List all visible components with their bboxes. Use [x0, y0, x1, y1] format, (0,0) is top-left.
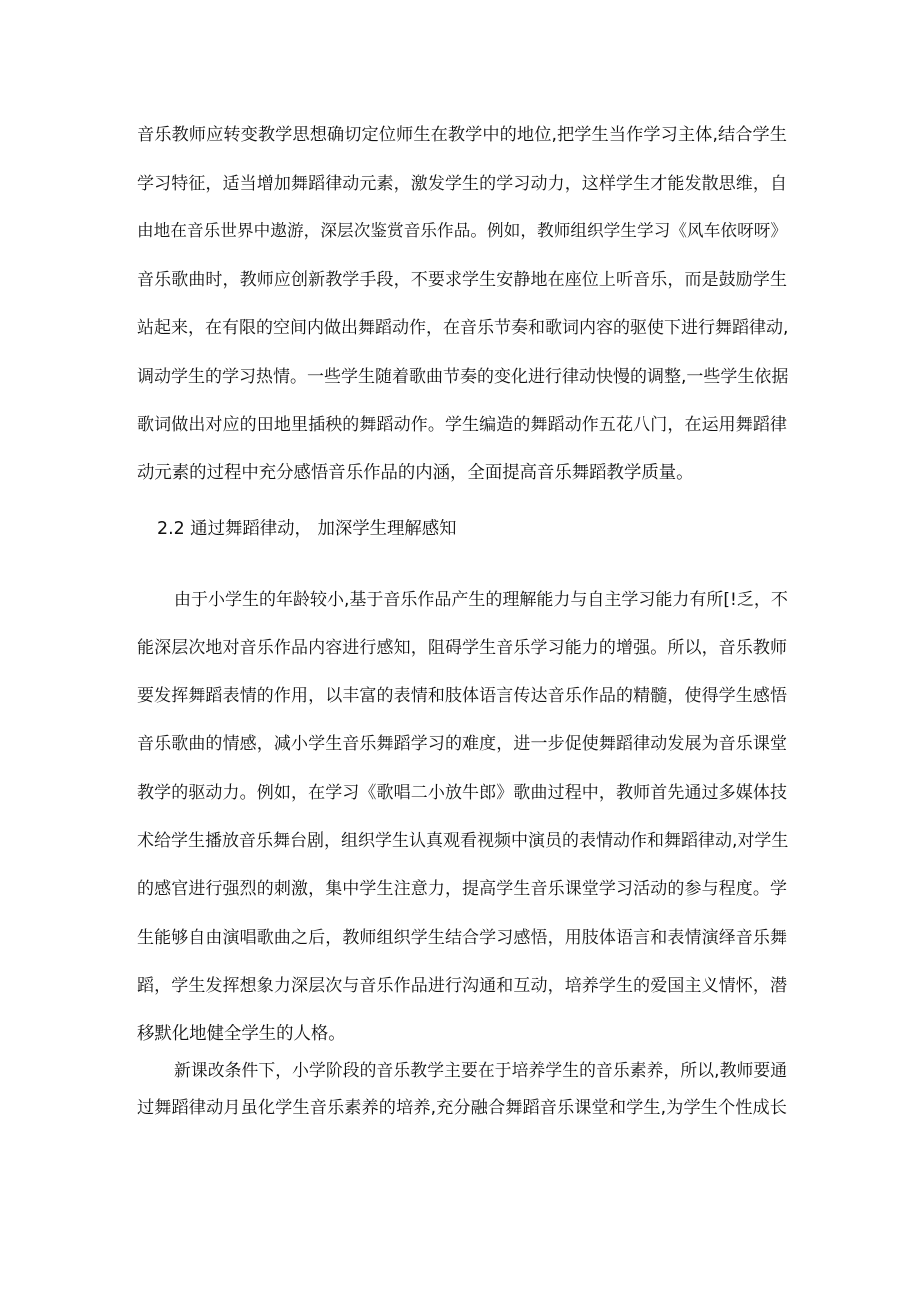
- paragraph-2-line: 要发挥舞蹈表情的作用，以丰富的表情和肢体语言传达音乐作品的精髓，使得学生感悟: [137, 686, 787, 706]
- paragraph-2-line: 术给学生播放音乐舞台剧，组织学生认真观看视频中演员的表情动作和舞蹈律动,对学生: [137, 831, 789, 851]
- paragraph-1-line: 学习特征，适当增加舞蹈律动元素，激发学生的学习动力，这样学生才能发散思维，自: [137, 174, 787, 194]
- paragraph-1-line: 调动学生的学习热情。一些学生随着歌曲节奏的变化进行律动快慢的调整,一些学生依据: [137, 367, 789, 387]
- paragraph-1-line: 由地在音乐世界中遨游，深层次鉴赏音乐作品。例如，教师组织学生学习《风车依呀呀》: [137, 221, 787, 240]
- paragraph-2-line: 能深层次地对音乐作品内容进行感知，阻碍学生音乐学习能力的增强。所以，音乐教师: [137, 638, 787, 658]
- paragraph-1-line: 歌词做出对应的田地里插秧的舞蹈动作。学生编造的舞蹈动作五花八门，在运用舞蹈律: [137, 415, 787, 435]
- paragraph-2-line: 音乐歌曲的情感，减小学生音乐舞蹈学习的难度，进一步促使舞蹈律动发展为音乐课堂: [137, 734, 787, 754]
- paragraph-3-line: 新课改条件下，小学阶段的音乐教学主要在于培养学生的音乐素养，所以,教师要通: [174, 1060, 787, 1080]
- paragraph-1-line: 音乐教师应转变教学思想确切定位师生在教学中的地位,把学生当作学习主体,结合学生: [137, 125, 787, 145]
- paragraph-2-line: 移默化地健全学生的人格。: [137, 1024, 346, 1044]
- paragraph-3-line: 过舞蹈律动月虽化学生音乐素养的培养,充分融合舞蹈音乐课堂和学生,为学生个性成长: [137, 1098, 787, 1118]
- paragraph-2-line: 的感官进行强烈的刺激，集中学生注意力，提高学生音乐课堂学习活动的参与程度。学: [137, 879, 787, 899]
- paragraph-1-line: 站起来，在有限的空间内做出舞蹈动作，在音乐节奏和歌词内容的驱使下进行舞蹈律动,: [137, 318, 789, 338]
- section-heading: 2.2 通过舞蹈律动， 加深学生理解感知: [157, 519, 457, 539]
- paragraph-1-line: 动元素的过程中充分感悟音乐作品的内涵，全面提高音乐舞蹈教学质量。: [137, 463, 694, 483]
- paragraph-2-line: 生能够自由演唱歌曲之后，教师组织学生结合学习感悟，用肢体语言和表情演绎音乐舞: [137, 928, 787, 948]
- paragraph-2-line: 蹈，学生发挥想象力深层次与音乐作品进行沟通和互动，培养学生的爱国主义情怀，潜: [137, 976, 787, 996]
- paragraph-1-line: 音乐歌曲时，教师应创新教学手段，不要求学生安静地在座位上听音乐，而是鼓励学生: [137, 270, 787, 290]
- paragraph-2-line: 教学的驱动力。例如，在学习《歌唱二小放牛郎》歌曲过程中，教师首先通过多媒体技: [137, 783, 787, 803]
- paragraph-2-line: 由于小学生的年龄较小,基于音乐作品产生的理解能力与自主学习能力有所[!乏，不: [174, 590, 788, 610]
